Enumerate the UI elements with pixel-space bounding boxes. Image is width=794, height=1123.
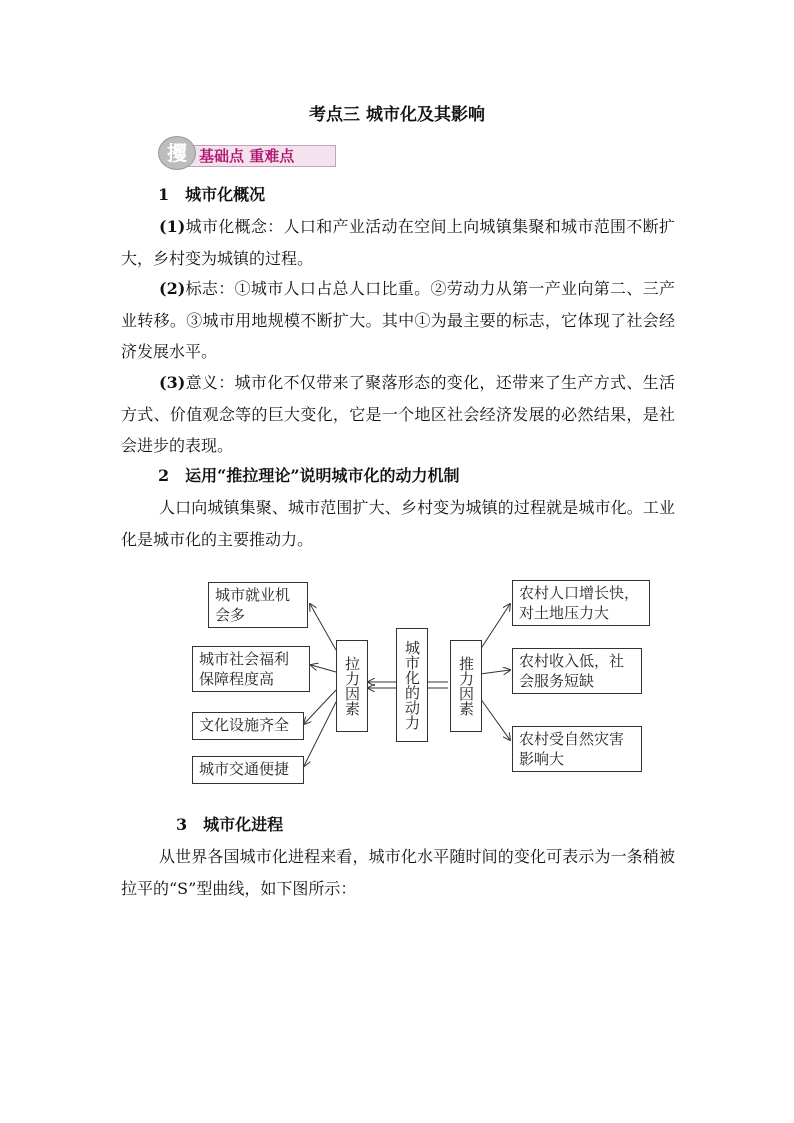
paragraph-definition xyxy=(121,211,675,274)
paragraph-driver: 人口向城镇集聚、城市范围扩大、乡村变为城镇的过程就是城市化。工业化是城市化的主要推动力。 xyxy=(121,498,675,549)
banner-badge: 攫 xyxy=(158,136,196,170)
pull-factors-box: 拉力因素 xyxy=(336,640,368,732)
page-title: 考点三 城市化及其影响 xyxy=(309,105,485,125)
paragraph-process: 从世界各国城市化进程来看，城市化水平随时间的变化可表示为一条稍被拉平的“S”型曲线，如下图所示： xyxy=(121,847,675,898)
urbanization-driver-box: 城市化的动力 xyxy=(396,628,428,742)
paragraph-label: (3) xyxy=(159,373,186,392)
push-item-disaster: 农村受自然灾害影响大 xyxy=(512,726,642,772)
paragraph-significance xyxy=(121,367,675,462)
section-2-heading: 2 运用“推拉理论”说明城市化的动力机制 xyxy=(158,466,460,485)
pull-item-welfare: 城市社会福利保障程度高 xyxy=(192,646,310,692)
push-item-income: 农村收入低，社会服务短缺 xyxy=(512,648,642,694)
section-banner xyxy=(158,136,338,168)
paragraph-label: (2) xyxy=(159,279,186,298)
paragraph-text: 标志：①城市人口占总人口比重。②劳动力从第一产业向第二、三产业转移。③城市用地规模不断扩大。其中①为最主要的标志，它体现了社会经济发展水平。 xyxy=(121,279,675,361)
paragraph-indicators xyxy=(121,273,675,368)
section-3-heading: 3 城市化进程 xyxy=(176,815,284,834)
pull-item-employment: 城市就业机会多 xyxy=(208,582,308,628)
paragraph-text: 意义：城市化不仅带来了聚落形态的变化，还带来了生产方式、生活方式、价值观念等的巨大变化，它是一个地区社会经济发展的必然结果，是社会进步的表现。 xyxy=(121,373,675,455)
push-pull-diagram xyxy=(178,562,656,804)
pull-item-culture: 文化设施齐全 xyxy=(192,712,304,740)
paragraph-label: (1) xyxy=(159,217,186,236)
banner-text: 基础点 重难点 xyxy=(199,147,295,165)
banner-strip xyxy=(184,145,336,167)
paragraph-text: 城市化概念：人口和产业活动在空间上向城镇集聚和城市范围不断扩大，乡村变为城镇的过程。 xyxy=(121,217,675,268)
push-factors-box: 推力因素 xyxy=(450,640,482,732)
pull-item-transport: 城市交通便捷 xyxy=(192,756,304,784)
push-item-population: 农村人口增长快，对土地压力大 xyxy=(512,580,650,626)
section-1-heading: 1 城市化概况 xyxy=(158,185,266,204)
